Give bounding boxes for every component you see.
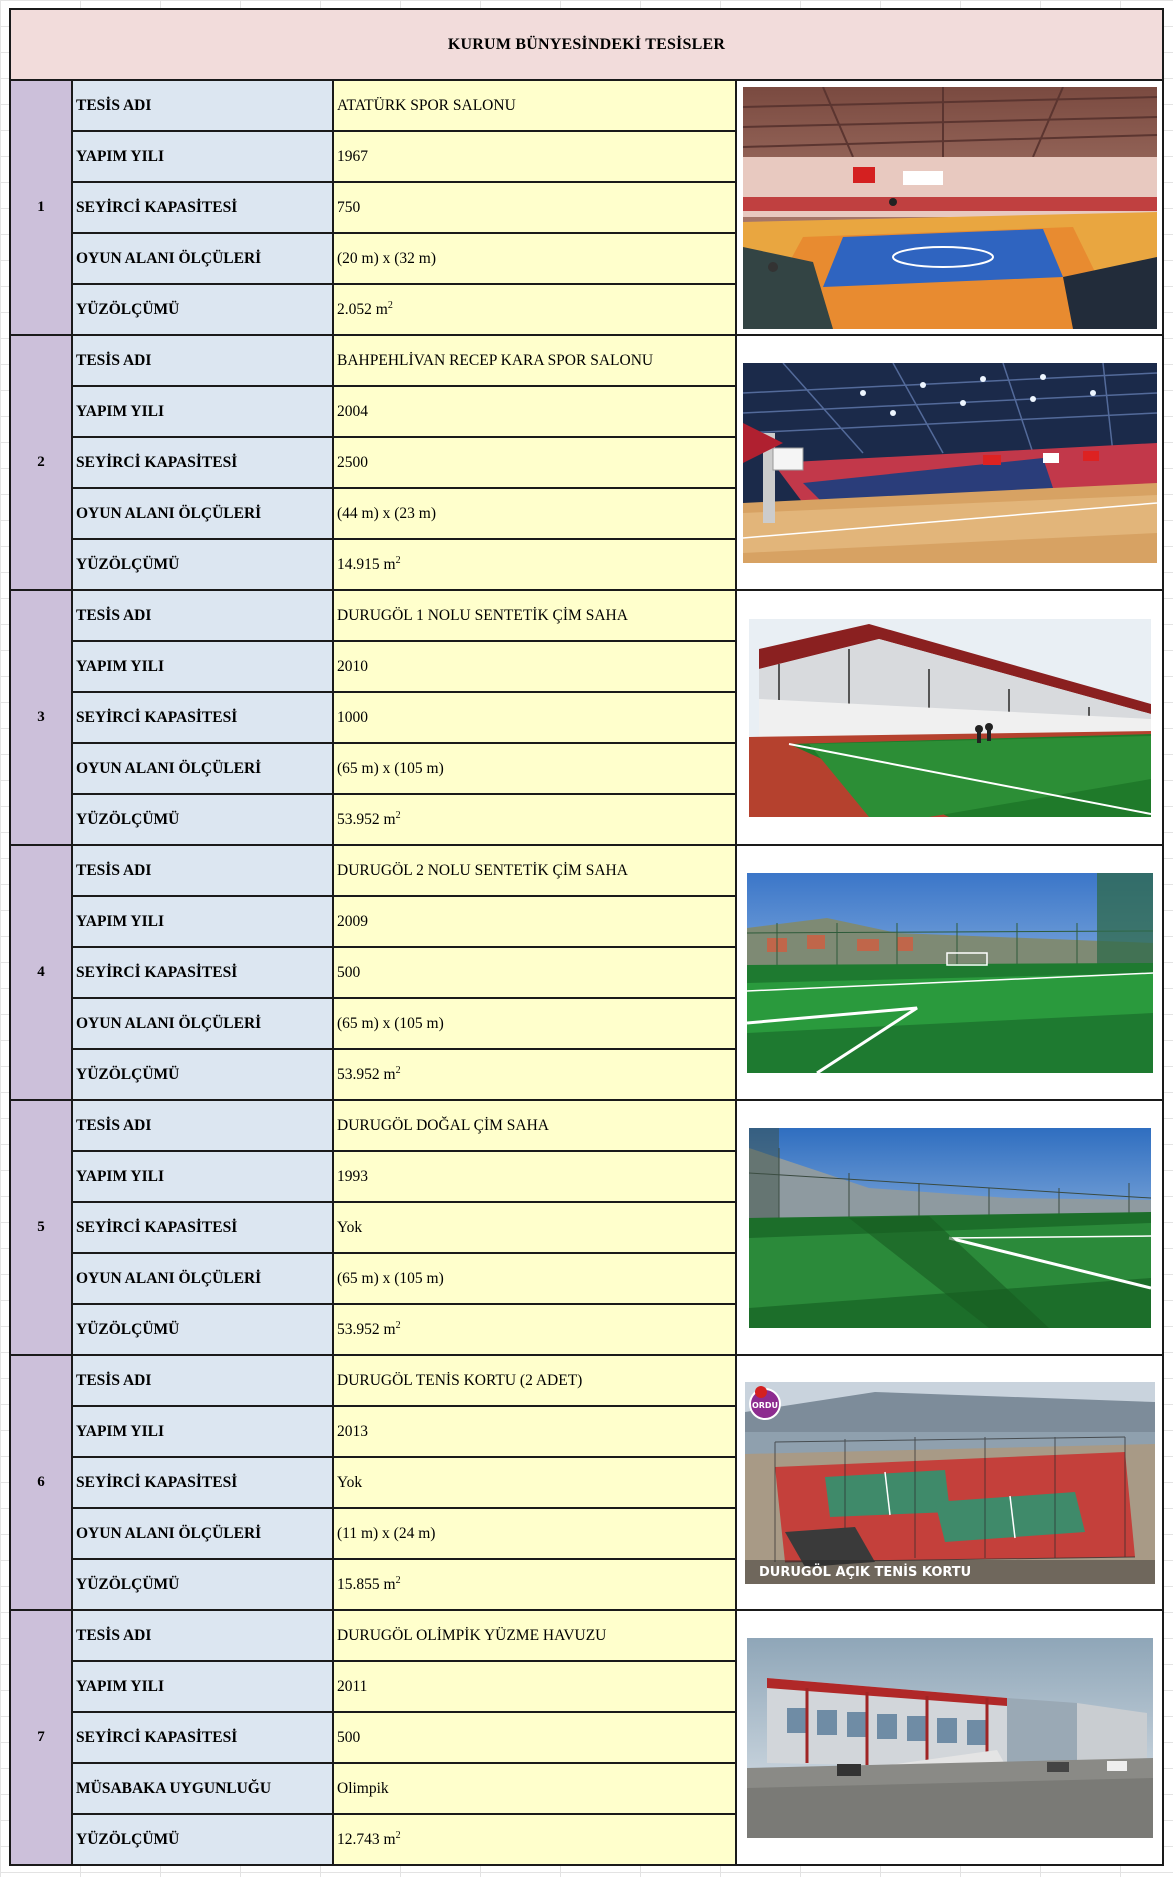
field-value bbox=[333, 1202, 736, 1253]
field-label: TESİS ADI bbox=[72, 1610, 333, 1661]
logo-text: ORDU bbox=[751, 1400, 778, 1410]
field-value bbox=[333, 488, 736, 539]
field-label: YAPIM YILI bbox=[72, 1406, 333, 1457]
table-row bbox=[10, 1100, 1163, 1151]
unit-superscript: 2 bbox=[387, 299, 393, 311]
field-value bbox=[333, 539, 736, 590]
facility-number: 5 bbox=[10, 1100, 72, 1355]
field-label: YÜZÖLÇÜMÜ bbox=[72, 1559, 333, 1610]
unit-superscript: 2 bbox=[395, 554, 401, 566]
field-value bbox=[333, 1559, 736, 1610]
field-value-text: 500 bbox=[337, 1728, 361, 1746]
field-label: TESİS ADI bbox=[72, 845, 333, 896]
field-value bbox=[333, 80, 736, 131]
table-row bbox=[10, 590, 1163, 641]
field-label: YAPIM YILI bbox=[72, 386, 333, 437]
field-value-text: 53.952 m bbox=[337, 1066, 396, 1084]
field-label: OYUN ALANI ÖLÇÜLERİ bbox=[72, 998, 333, 1049]
field-label: SEYİRCİ KAPASİTESİ bbox=[72, 1202, 333, 1253]
field-value bbox=[333, 437, 736, 488]
field-value bbox=[333, 845, 736, 896]
field-value-text: 14.915 m bbox=[337, 556, 396, 574]
field-value-text: BAHPEHLİVAN RECEP KARA SPOR SALONU bbox=[337, 351, 654, 369]
field-value-text: ATATÜRK SPOR SALONU bbox=[337, 96, 516, 114]
photo-caption: DURUGÖL AÇIK TENİS KORTU bbox=[758, 1564, 971, 1580]
field-label: OYUN ALANI ÖLÇÜLERİ bbox=[72, 743, 333, 794]
field-value bbox=[333, 1355, 736, 1406]
field-label: YÜZÖLÇÜMÜ bbox=[72, 1049, 333, 1100]
field-label: YÜZÖLÇÜMÜ bbox=[72, 794, 333, 845]
field-value-text: Olimpik bbox=[337, 1779, 389, 1797]
sports-hall-photo bbox=[736, 335, 1163, 590]
facility-number: 1 bbox=[10, 80, 72, 335]
table-row bbox=[10, 80, 1163, 131]
field-value bbox=[333, 1712, 736, 1763]
field-value-text: 2013 bbox=[337, 1422, 368, 1440]
field-label: SEYİRCİ KAPASİTESİ bbox=[72, 1712, 333, 1763]
unit-superscript: 2 bbox=[395, 1574, 401, 1586]
field-value-text: DURUGÖL DOĞAL ÇİM SAHA bbox=[337, 1116, 549, 1134]
field-label: TESİS ADI bbox=[72, 590, 333, 641]
field-value-text: 2009 bbox=[337, 912, 368, 930]
field-value bbox=[333, 1814, 736, 1865]
field-value-text: 1993 bbox=[337, 1167, 368, 1185]
field-label: YAPIM YILI bbox=[72, 1151, 333, 1202]
table-row bbox=[10, 1355, 1163, 1406]
field-value-text: 1967 bbox=[337, 147, 368, 165]
field-label: TESİS ADI bbox=[72, 335, 333, 386]
field-value-text: 750 bbox=[337, 198, 361, 216]
facility-number: 4 bbox=[10, 845, 72, 1100]
field-label: YÜZÖLÇÜMÜ bbox=[72, 1304, 333, 1355]
field-value bbox=[333, 335, 736, 386]
field-value-text: 53.952 m bbox=[337, 811, 396, 829]
field-label: TESİS ADI bbox=[72, 80, 333, 131]
field-label: OYUN ALANI ÖLÇÜLERİ bbox=[72, 233, 333, 284]
field-value bbox=[333, 896, 736, 947]
field-label: YAPIM YILI bbox=[72, 641, 333, 692]
field-value bbox=[333, 1151, 736, 1202]
field-value bbox=[333, 1661, 736, 1712]
field-value-text: DURUGÖL OLİMPİK YÜZME HAVUZU bbox=[337, 1626, 607, 1644]
field-value bbox=[333, 131, 736, 182]
field-value-text: DURUGÖL 1 NOLU SENTETİK ÇİM SAHA bbox=[337, 606, 628, 624]
field-value-text: (11 m) x (24 m) bbox=[337, 1524, 436, 1542]
field-value bbox=[333, 590, 736, 641]
field-label: TESİS ADI bbox=[72, 1100, 333, 1151]
indoor-basketball-hall-photo bbox=[736, 80, 1163, 335]
field-value-text: (44 m) x (23 m) bbox=[337, 504, 437, 522]
field-value-text: 15.855 m bbox=[337, 1576, 396, 1594]
field-label: YÜZÖLÇÜMÜ bbox=[72, 1814, 333, 1865]
field-value bbox=[333, 1763, 736, 1814]
field-label: SEYİRCİ KAPASİTESİ bbox=[72, 182, 333, 233]
field-value bbox=[333, 1406, 736, 1457]
field-label: YAPIM YILI bbox=[72, 1661, 333, 1712]
field-value-text: 2010 bbox=[337, 657, 368, 675]
swimming-pool-building-photo bbox=[736, 1610, 1163, 1865]
field-value bbox=[333, 692, 736, 743]
tennis-court-photo bbox=[736, 1355, 1163, 1610]
synthetic-pitch-photo bbox=[736, 845, 1163, 1100]
unit-superscript: 2 bbox=[395, 809, 401, 821]
field-label: YAPIM YILI bbox=[72, 896, 333, 947]
field-value-text: 2004 bbox=[337, 402, 368, 420]
natural-grass-pitch-photo bbox=[736, 1100, 1163, 1355]
field-label: OYUN ALANI ÖLÇÜLERİ bbox=[72, 1508, 333, 1559]
stadium-grandstand-photo bbox=[736, 590, 1163, 845]
facilities-table bbox=[9, 8, 1164, 1866]
table-row bbox=[10, 845, 1163, 896]
field-value bbox=[333, 947, 736, 998]
field-value-text: 2011 bbox=[337, 1677, 368, 1695]
field-value bbox=[333, 641, 736, 692]
field-value-text: (20 m) x (32 m) bbox=[337, 249, 437, 267]
field-value-text: 500 bbox=[337, 963, 361, 981]
field-value bbox=[333, 1100, 736, 1151]
field-label: SEYİRCİ KAPASİTESİ bbox=[72, 947, 333, 998]
field-value-text: Yok bbox=[337, 1473, 363, 1491]
field-value bbox=[333, 1049, 736, 1100]
field-value-text: DURUGÖL TENİS KORTU (2 ADET) bbox=[337, 1371, 583, 1389]
facility-number: 7 bbox=[10, 1610, 72, 1865]
unit-superscript: 2 bbox=[395, 1319, 401, 1331]
field-value bbox=[333, 182, 736, 233]
field-value-text: (65 m) x (105 m) bbox=[337, 759, 444, 777]
field-value-text: (65 m) x (105 m) bbox=[337, 1014, 444, 1032]
field-value-text: 2500 bbox=[337, 453, 368, 471]
field-label: YAPIM YILI bbox=[72, 131, 333, 182]
field-label: OYUN ALANI ÖLÇÜLERİ bbox=[72, 1253, 333, 1304]
field-label: MÜSABAKA UYGUNLUĞU bbox=[72, 1763, 333, 1814]
field-label: OYUN ALANI ÖLÇÜLERİ bbox=[72, 488, 333, 539]
field-value bbox=[333, 233, 736, 284]
facility-number: 2 bbox=[10, 335, 72, 590]
field-value-text: 53.952 m bbox=[337, 1321, 396, 1339]
table-title: KURUM BÜNYESİNDEKİ TESİSLER bbox=[10, 9, 1163, 80]
field-value bbox=[333, 284, 736, 335]
field-value-text: 2.052 m bbox=[337, 301, 388, 319]
field-value bbox=[333, 998, 736, 1049]
field-value bbox=[333, 1610, 736, 1661]
field-value bbox=[333, 743, 736, 794]
field-value bbox=[333, 794, 736, 845]
field-value-text: DURUGÖL 2 NOLU SENTETİK ÇİM SAHA bbox=[337, 861, 628, 879]
field-value bbox=[333, 1253, 736, 1304]
field-value bbox=[333, 386, 736, 437]
field-value-text: 12.743 m bbox=[337, 1831, 396, 1849]
table-row bbox=[10, 1610, 1163, 1661]
field-value-text: (65 m) x (105 m) bbox=[337, 1269, 444, 1287]
field-label: TESİS ADI bbox=[72, 1355, 333, 1406]
unit-superscript: 2 bbox=[395, 1829, 401, 1841]
field-value bbox=[333, 1508, 736, 1559]
field-value bbox=[333, 1457, 736, 1508]
field-label: SEYİRCİ KAPASİTESİ bbox=[72, 1457, 333, 1508]
facility-number: 6 bbox=[10, 1355, 72, 1610]
title-row bbox=[10, 9, 1163, 80]
field-label: YÜZÖLÇÜMÜ bbox=[72, 539, 333, 590]
field-value-text: 1000 bbox=[337, 708, 368, 726]
facility-number: 3 bbox=[10, 590, 72, 845]
field-label: YÜZÖLÇÜMÜ bbox=[72, 284, 333, 335]
table-row bbox=[10, 335, 1163, 386]
field-label: SEYİRCİ KAPASİTESİ bbox=[72, 437, 333, 488]
unit-superscript: 2 bbox=[395, 1064, 401, 1076]
field-label: SEYİRCİ KAPASİTESİ bbox=[72, 692, 333, 743]
field-value bbox=[333, 1304, 736, 1355]
field-value-text: Yok bbox=[337, 1218, 363, 1236]
